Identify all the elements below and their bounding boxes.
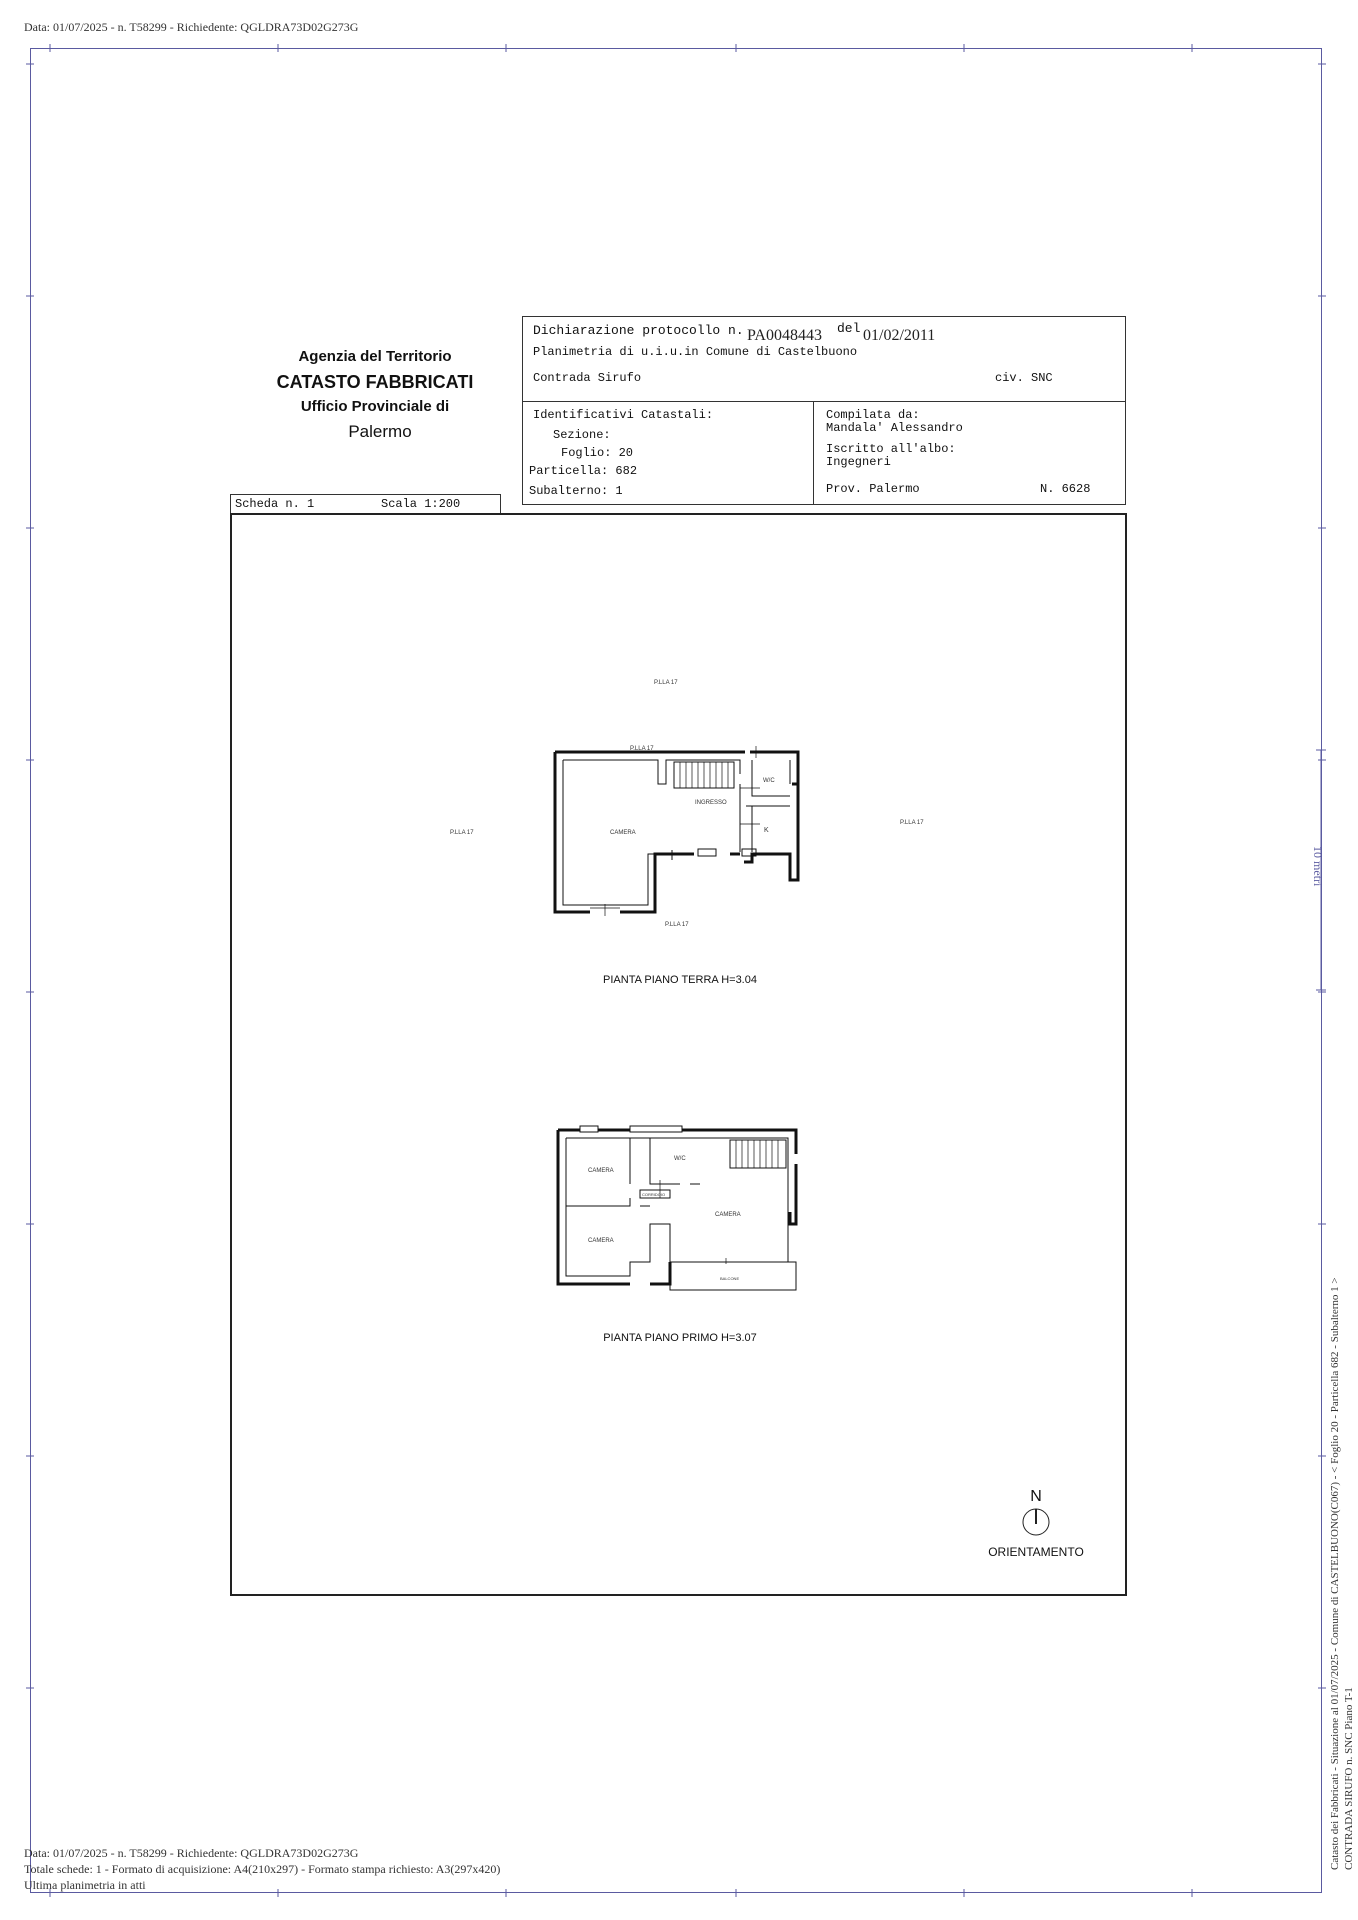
identificativi-box — [522, 401, 814, 505]
iscritto-label: Iscritto all'albo: — [826, 442, 956, 456]
compass-icon — [1020, 1506, 1052, 1538]
del-label: del — [837, 321, 861, 336]
ground-wc-label: W/C — [763, 778, 775, 784]
declaration-label: Dichiarazione protocollo n. — [533, 323, 744, 338]
scheda-number: Scheda n. 1 — [235, 497, 315, 511]
agency-name: Agenzia del Territorio — [298, 348, 452, 365]
parcel-west-label: P.LLA 17 — [450, 830, 474, 836]
ufficio-provincia: Palermo — [348, 422, 412, 441]
subalterno: Subalterno: 1 — [529, 484, 623, 498]
declaration-box — [522, 316, 1126, 402]
first-camera2-label: CAMERA — [588, 1238, 614, 1244]
numero-albo: N. 6628 — [1040, 482, 1091, 496]
parcel-east-label: P.LLA 17 — [900, 820, 924, 826]
compilata-label: Compilata da: — [826, 408, 920, 422]
foglio: Foglio: 20 — [561, 446, 634, 460]
catasto-title: CATASTO FABBRICATI — [276, 372, 474, 392]
orientation-label: ORIENTAMENTO — [988, 1545, 1084, 1559]
first-camera1-label: CAMERA — [588, 1168, 614, 1174]
side-text-line2: CONTRADA SIRUFO n. SNC Piano T-1 — [1343, 1687, 1355, 1870]
ground-floor-plan — [440, 740, 820, 940]
parcel-north-text: P.LLA 17 — [654, 680, 678, 686]
footer-line3: Ultima planimetria in atti — [24, 1878, 146, 1892]
scala-label: Scala 1:200 — [381, 497, 461, 511]
ufficio-label: Ufficio Provinciale di — [300, 398, 450, 415]
compilata-name: Mandala' Alessandro — [826, 421, 963, 435]
first-floor-plan — [550, 1124, 810, 1294]
ground-camera-label: CAMERA — [610, 830, 636, 836]
header-request-line: Data: 01/07/2025 - n. T58299 - Richiedente: QGLDRA73D02G273G — [24, 20, 359, 34]
footer-line2: Totale schede: 1 - Formato di acquisizione: A4(210x297) - Formato stampa richiesto: A3(297x420) — [24, 1862, 501, 1876]
albo-name: Ingegneri — [826, 455, 891, 469]
sezione: Sezione: — [553, 428, 611, 442]
scale-bar-label: 10 metri — [1311, 846, 1325, 887]
planimetria-line: Planimetria di u.i.u.in Comune di Castelbuono — [533, 345, 858, 359]
kitchen-label: K — [764, 827, 769, 834]
protocol-number: PA0048443 — [747, 327, 822, 344]
first-wc-label: W/C — [674, 1156, 686, 1162]
north-letter: N — [1030, 1488, 1042, 1505]
first-camera3-label: CAMERA — [715, 1212, 741, 1218]
scheda-strip — [230, 494, 501, 514]
provincia-albo: Prov. Palermo — [826, 482, 920, 496]
declaration-date: 01/02/2011 — [863, 327, 936, 344]
address: Contrada Sirufo — [533, 371, 642, 385]
side-text-line1: Catasto dei Fabbricati - Situazione al 01/07/2025 - Comune di CASTELBUONO(C067) - < Foglio 20 - Particella 682 - Subalterno 1 > — [1329, 1277, 1341, 1870]
compilata-box — [813, 401, 1126, 505]
first-floor-caption: PIANTA PIANO PRIMO H=3.07 — [603, 1332, 757, 1344]
ground-floor-caption: PIANTA PIANO TERRA H=3.04 — [603, 974, 757, 986]
parcel-north-label: P.LLA 17 — [630, 746, 654, 752]
civic-number: civ. SNC — [995, 371, 1053, 385]
balcone-label: BALCONE — [720, 1276, 740, 1281]
ingresso-label: INGRESSO — [695, 800, 727, 806]
corridoio-label: CORRIDOIO — [642, 1192, 666, 1197]
drawing-area — [230, 513, 1127, 1596]
particella: Particella: 682 — [529, 464, 638, 478]
identificativi-title: Identificativi Catastali: — [533, 408, 714, 422]
parcel-south-label: P.LLA 17 — [665, 922, 689, 928]
footer-line1: Data: 01/07/2025 - n. T58299 - Richiedente: QGLDRA73D02G273G — [24, 1846, 359, 1860]
